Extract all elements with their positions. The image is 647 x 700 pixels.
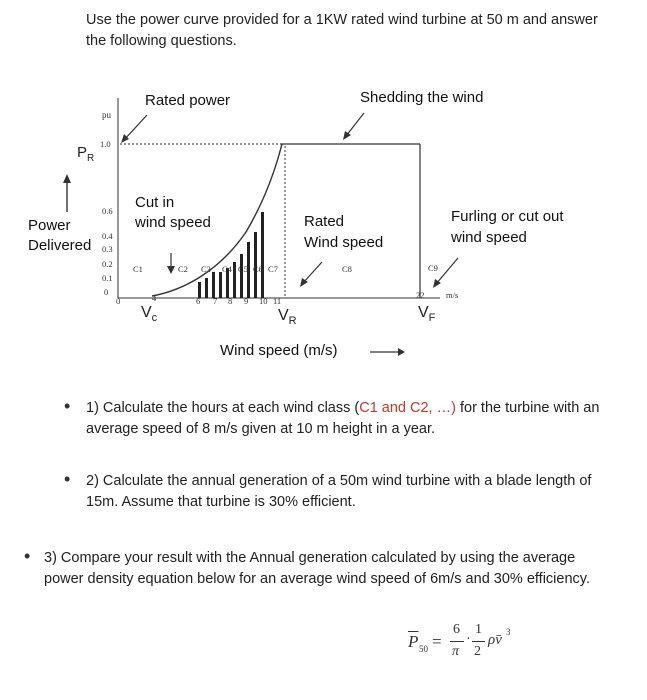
furling-label-1: Furling or cut out bbox=[451, 208, 564, 225]
x-tick: 10 bbox=[259, 296, 268, 306]
formula-num2: 1 bbox=[475, 622, 482, 637]
rated-ws-label-1: Rated bbox=[304, 213, 345, 230]
formula-den1: π bbox=[452, 644, 460, 659]
fraction-bar bbox=[472, 641, 485, 642]
formula-sub: 50 bbox=[419, 644, 428, 654]
vc-label: $V_c$ bbox=[141, 304, 158, 325]
ms-label: m/s bbox=[446, 290, 459, 300]
formula-den2: 2 bbox=[474, 644, 481, 659]
x-tick: 22 bbox=[416, 290, 425, 300]
formula-dot: · bbox=[466, 632, 471, 647]
bullet-icon: • bbox=[64, 396, 71, 416]
x-tick: 9 bbox=[244, 296, 249, 306]
intro-text: Use the power curve provided for a 1KW rated wind turbine at 50 m and answer the following questions. bbox=[86, 12, 598, 49]
class-label: C4 bbox=[222, 264, 232, 274]
y-tick: 0.2 bbox=[102, 259, 113, 269]
class-label: C6 bbox=[253, 264, 263, 274]
vr-label: $V_R$ bbox=[278, 307, 297, 328]
power-density-formula bbox=[408, 620, 528, 670]
x-tick: 7 bbox=[213, 296, 218, 306]
y-tick: 1.0 bbox=[100, 139, 111, 149]
cut-in-label-2: wind speed bbox=[135, 214, 211, 231]
class-label: C7 bbox=[268, 264, 278, 274]
y-tick: 0 bbox=[104, 287, 109, 297]
x-tick: 0 bbox=[116, 296, 121, 306]
y-tick: 0.6 bbox=[102, 206, 113, 216]
x-axis-label: Wind speed (m/s) bbox=[220, 342, 338, 359]
shedding-label: Shedding the wind bbox=[360, 89, 484, 106]
class-label: C8 bbox=[342, 264, 352, 274]
formula-cube: 3 bbox=[506, 627, 511, 637]
bullet-icon: • bbox=[24, 546, 31, 566]
question-1: 1) Calculate the hours at each wind class (C1 and C2, …) for the turbine with an average speed of 8 m/s given at 10 m height in a year. bbox=[86, 400, 600, 437]
formula-num1: 6 bbox=[453, 622, 460, 637]
class-label: C2 bbox=[178, 264, 188, 274]
x-tick: 4 bbox=[152, 293, 157, 303]
pu-label: pu bbox=[102, 110, 111, 120]
formula-eq: = bbox=[432, 632, 442, 651]
rated-power-label: Rated power bbox=[145, 92, 231, 109]
class-label: C5 bbox=[238, 264, 248, 274]
cut-in-label-1: Cut in bbox=[135, 194, 175, 211]
fraction-bar bbox=[450, 641, 464, 642]
class-label: C3 bbox=[201, 264, 211, 274]
formula-rho-v: ρv̄ bbox=[488, 632, 502, 648]
question-1-highlight: C1 and C2, …) bbox=[359, 400, 456, 416]
formula-p: $\overline{P}$ bbox=[408, 632, 419, 651]
power-label-1: Power bbox=[28, 217, 71, 234]
class-label: C1 bbox=[133, 264, 143, 274]
vf-label: $V_F$ bbox=[418, 304, 436, 325]
class-label: C9 bbox=[428, 263, 438, 273]
pr-label: $P_R$ bbox=[77, 144, 95, 164]
furling-pointer bbox=[436, 258, 458, 284]
y-tick: 0.4 bbox=[102, 231, 113, 241]
y-tick: 0.3 bbox=[102, 244, 113, 254]
power-arrow-head bbox=[63, 174, 71, 183]
xlabel-arrow-head bbox=[398, 348, 405, 356]
question-2: 2) Calculate the annual generation of a 50m wind turbine with a blade length of 15m. Assume that turbine is 30% efficient. bbox=[86, 473, 592, 510]
y-tick: 0.1 bbox=[102, 273, 113, 283]
shedding-pointer bbox=[346, 113, 364, 136]
furling-label-2: wind speed bbox=[451, 229, 527, 246]
bullet-icon: • bbox=[64, 469, 71, 489]
rated-power-pointer bbox=[124, 115, 147, 140]
question-3: 3) Compare your result with the Annual generation calculated by using the average power density equation below for an average wind speed of 6m/s and 30% efficiency. bbox=[44, 550, 590, 587]
power-label-2: Delivered bbox=[28, 237, 92, 254]
x-tick: 8 bbox=[228, 296, 233, 306]
rated-speed-pointer bbox=[303, 262, 322, 283]
rated-ws-label-2: Wind speed bbox=[304, 234, 384, 251]
x-tick: 11 bbox=[273, 296, 282, 306]
x-tick: 6 bbox=[196, 296, 201, 306]
